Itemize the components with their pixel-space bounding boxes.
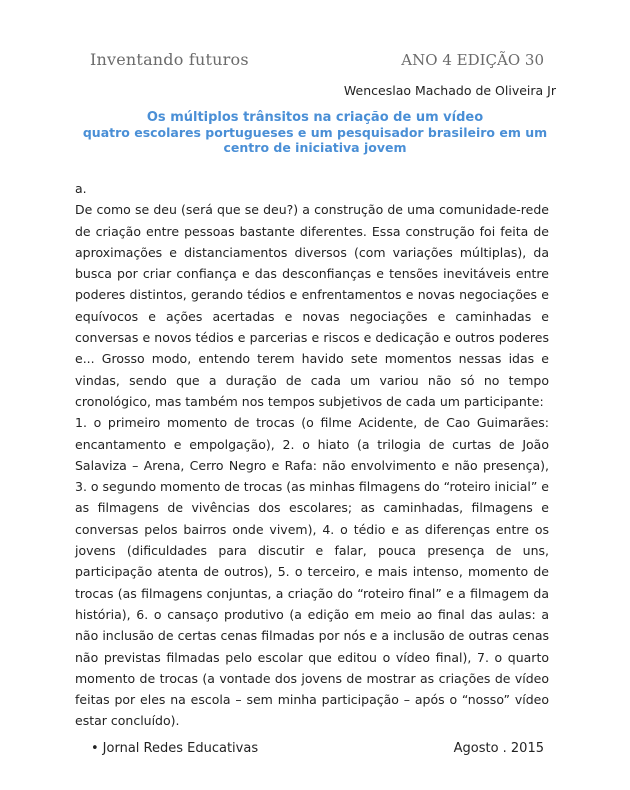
publication-name: Jornal Redes Educativas	[102, 741, 259, 756]
section-marker: a.	[75, 181, 87, 196]
bullet-icon: •	[91, 741, 99, 756]
article-body	[75, 178, 549, 732]
body-paragraph: De como se deu (será que se deu?) a construção de uma comunidade-rede de criação entre pessoas bastante diferentes. Essa construção foi feita de aproximações e distanciamentos diversos (com variações múltiplas), da busca por criar confiança e das desconfianças e tensões inevitáveis entre poderes distintos, gerando tédios e enfrentamentos e novas negociações e equívocos e ações acertadas e novas negociações e caminhadas e conversas e novos tédios e parcerias e riscos e dedicação e outros poderes e... Grosso modo, entendo terem havido sete momentos nessas idas e vindas, sendo que a duração de cada um variou não só no tempo cronológico, mas também nos tempos subjetivos de cada um participante:	[75, 202, 549, 409]
author-name: Wenceslao Machado de Oliveira Jr	[343, 83, 556, 98]
article-subtitle: quatro escolares portugueses e um pesquisador brasileiro em um centro de iniciativa jovem	[82, 125, 548, 155]
footer-date: Agosto . 2015	[453, 741, 544, 756]
footer-publication	[91, 741, 258, 756]
article-title-block	[80, 110, 550, 155]
issue-label: ANO 4 EDIÇÃO 30	[401, 51, 544, 69]
article-title: Os múltiplos trânsitos na criação de um vídeo	[146, 110, 484, 125]
body-paragraph: 1. o primeiro momento de trocas (o filme Acidente, de Cao Guimarães: encantamento e empolgação), 2. o hiato (a trilogia de curtas de João Salaviza – Arena, Cerro Negro e Rafa: não envolvimento e não presença), 3. o segundo momento de trocas (as minhas filmagens do “roteiro inicial” e as filmagens de vivências dos escolares; as caminhadas, filmagens e conversas pelos bairros onde vivem), 4. o tédio e as diferenças entre os jovens (dificuldades para discutir e falar, pouca presença de uns, participação atenta de outros), 5. o terceiro, e mais intenso, momento de trocas (as filmagens conjuntas, a criação do “roteiro final” e a filmagem da história), 6. o cansaço produtivo (a edição em meio ao final das aulas: a não inclusão de certas cenas filmadas por nós e a inclusão de outras cenas não previstas filmadas pelo escolar que editou o vídeo final), 7. o quarto momento de trocas (a vontade dos jovens de mostrar as criações de vídeo feitas por eles na escola – sem minha participação – após o “nosso” vídeo estar concluído).	[75, 415, 549, 729]
journal-title: Inventando futuros	[90, 50, 249, 69]
